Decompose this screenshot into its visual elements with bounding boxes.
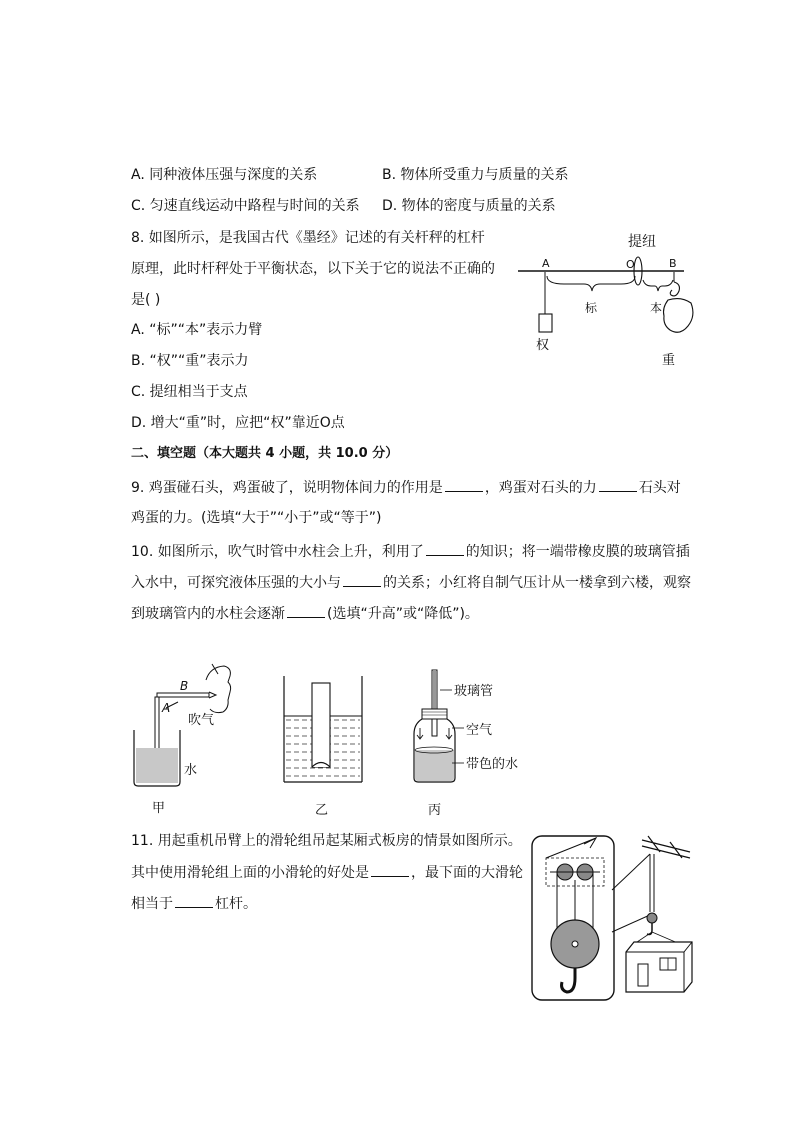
q10-text-3: 入水中，可探究液体压强的大小与 xyxy=(131,575,341,591)
q10-text-2: 的知识；将一端带橡皮膜的玻璃管插 xyxy=(465,544,690,560)
figure-bing xyxy=(412,668,542,818)
rope-arrow xyxy=(584,838,596,848)
q8-option-b: B. “权”“重”表示力 xyxy=(131,353,249,369)
face-profile xyxy=(206,666,231,713)
figure-yi xyxy=(281,676,371,818)
q9-text-1: 9. 鸡蛋碰石头，鸡蛋破了，说明物体间力的作用是 xyxy=(131,480,443,496)
q7-option-c: C. 匀速直线运动中路程与时间的关系 xyxy=(131,198,360,214)
zoom-frame xyxy=(532,836,614,1000)
ben-brace xyxy=(643,280,673,291)
crane-pulley xyxy=(647,913,657,923)
label-O: O xyxy=(626,258,635,271)
label-shui: 水 xyxy=(184,763,198,778)
zhong-hook xyxy=(670,282,679,296)
steelyard-figure xyxy=(516,228,706,373)
label-chuiqi: 吹气 xyxy=(188,713,215,728)
q11-line3 xyxy=(131,893,257,914)
horizontal-tube-B xyxy=(157,693,209,697)
label-bing: 丙 xyxy=(428,803,442,818)
label-boliguan: 玻璃管 xyxy=(454,684,494,699)
label-tiniu: 提纽 xyxy=(628,234,656,250)
q11-line2 xyxy=(131,862,523,883)
hook xyxy=(562,968,575,992)
q11-blank-1[interactable] xyxy=(371,862,409,877)
pulley-crane-figure xyxy=(530,832,700,1002)
q11-text-5: 杠杆。 xyxy=(215,896,257,912)
zhong-stone xyxy=(664,299,693,333)
mouth xyxy=(209,692,216,698)
label-ben: 本 xyxy=(650,301,663,315)
zoom-line-top xyxy=(612,854,650,890)
q10-text-6: (选填“升高”或“降低”)。 xyxy=(327,606,479,622)
q9-text-3: 石头对 xyxy=(638,480,681,496)
hair-stroke xyxy=(212,664,218,674)
q9-text-2: ，鸡蛋对石头的力 xyxy=(484,480,597,496)
q10-line3 xyxy=(131,603,479,624)
label-A: A xyxy=(542,257,550,270)
zoom-line-bottom xyxy=(612,914,652,932)
q9-blank-1[interactable] xyxy=(445,477,483,492)
label-jia: 甲 xyxy=(152,801,166,816)
label-biao: 标 xyxy=(585,301,598,315)
label-zhong: 重 xyxy=(662,353,676,368)
label-B: B xyxy=(180,679,189,693)
q11-text-2: 其中使用滑轮组上面的小滑轮的好处是 xyxy=(131,865,369,881)
q10-text-5: 到玻璃管内的水柱会逐渐 xyxy=(131,606,285,622)
q10-line1 xyxy=(131,541,690,562)
water-jia xyxy=(136,748,178,783)
q11-text-3: ，最下面的大滑轮 xyxy=(411,865,523,881)
q10-blank-1[interactable] xyxy=(426,541,464,556)
quan-weight xyxy=(539,314,552,332)
air-arrow-left xyxy=(417,728,423,739)
q10-blank-3[interactable] xyxy=(287,603,325,618)
box-house xyxy=(626,942,692,992)
label-yi: 乙 xyxy=(315,803,329,818)
rope-top xyxy=(546,838,596,858)
q11-blank-2[interactable] xyxy=(175,893,213,908)
q8-option-c: C. 提纽相当于支点 xyxy=(131,384,248,400)
air-arrow-right xyxy=(446,728,452,739)
q7-option-a: A. 同种液体压强与深度的关系 xyxy=(131,167,318,183)
figure-jia xyxy=(128,662,248,817)
q8-stem-line3: 是( ) xyxy=(131,292,161,308)
q10-text-4: 的关系；小红将自制气压计从一楼拿到六楼，观察 xyxy=(383,575,691,591)
q11-text-4: 相当于 xyxy=(131,896,173,912)
q9-blank-2[interactable] xyxy=(599,477,637,492)
q8-option-a: A. “标”“本”表示力臂 xyxy=(131,322,263,338)
label-quan: 权 xyxy=(536,338,550,353)
q10-text-1: 10. 如图所示，吹气时管中水柱会上升，利用了 xyxy=(131,544,424,560)
glass-tube-yi xyxy=(312,683,330,767)
q9-line1 xyxy=(131,477,681,498)
q7-option-b: B. 物体所受重力与质量的关系 xyxy=(382,167,569,183)
label-A: A xyxy=(162,701,171,715)
section2-heading: 二、填空题（本大题共 4 小题，共 10.0 分） xyxy=(131,446,399,461)
colored-water-bing xyxy=(415,750,454,781)
q11-line1: 11. 用起重机吊臂上的滑轮组吊起某厢式板房的情景如图所示。 xyxy=(131,833,522,849)
q10-blank-2[interactable] xyxy=(343,572,381,587)
q8-option-d: D. 增大“重”时，应把“权”靠近O点 xyxy=(131,415,345,431)
label-B: B xyxy=(669,257,677,270)
label-daisedeshui: 带色的水 xyxy=(466,757,519,772)
biao-brace xyxy=(547,276,635,291)
q8-stem-line2: 原理，此时杆秤处于平衡状态，以下关于它的说法不正确的 xyxy=(131,261,495,277)
bottle-cap xyxy=(422,709,447,719)
label-kongqi: 空气 xyxy=(466,723,493,738)
q9-line2: 鸡蛋的力。(选填“大于”“小于”或“等于”) xyxy=(131,510,382,526)
q7-option-d: D. 物体的密度与质量的关系 xyxy=(382,198,556,214)
colored-water-in-tube xyxy=(433,670,436,710)
q10-line2 xyxy=(131,572,691,593)
q8-stem-line1: 8. 如图所示，是我国古代《墨经》记述的有关杆秤的杠杆 xyxy=(131,230,485,246)
